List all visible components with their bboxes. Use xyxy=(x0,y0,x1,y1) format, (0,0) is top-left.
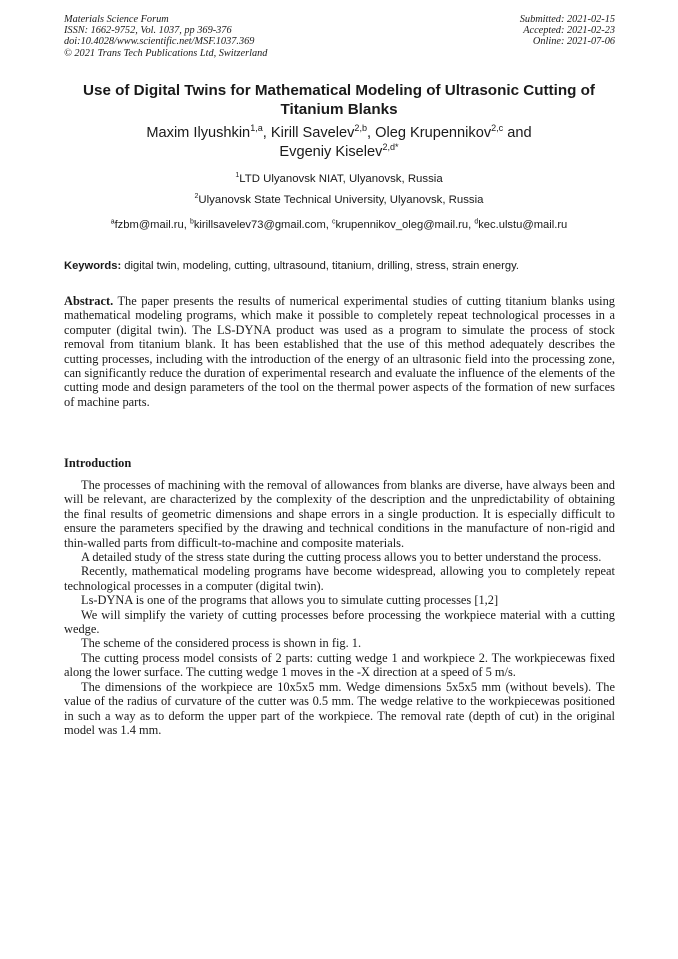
author-separator: , xyxy=(367,125,376,141)
paragraph: Ls-DYNA is one of the programs that allows you to simulate cutting processes [1,2] xyxy=(81,593,499,608)
author-separator: , xyxy=(262,125,271,141)
submission-dates xyxy=(520,14,615,48)
author-name: Maxim Ilyushkin xyxy=(146,125,251,141)
email-mark: d xyxy=(474,218,479,226)
affiliation-1 xyxy=(50,172,628,186)
email-address[interactable]: kec.ulstu@mail.ru xyxy=(478,219,568,231)
affiliation-mark: 2 xyxy=(194,193,199,201)
journal-info xyxy=(64,14,267,59)
online-date: Online: 2021-07-06 xyxy=(532,36,615,48)
introduction-body xyxy=(64,478,615,737)
paragraph: Recently, mathematical modeling programs have become widespread, allowing you to completely repeat technological processes in a computer (digital twin). xyxy=(64,564,615,593)
author-name: Oleg Krupennikov xyxy=(375,125,492,141)
paragraph: The processes of machining with the removal of allowances from blanks are diverse, have always been and will be relevant, are characterized by the complexity of the description and the unpredictability of obtaining the final results of geometric dimensions and shape errors in a single production. It is especially difficult to ensure the parameters specified by the drawing and technical conditions in the manufacture of non-rigid and thin-walled parts from difficult-to-machine and composite materials. xyxy=(64,478,615,550)
doi-line[interactable]: doi:10.4028/www.scientific.net/MSF.1037.369 xyxy=(64,36,255,48)
accepted-date: Accepted: 2021-02-23 xyxy=(523,25,615,37)
abstract xyxy=(64,294,615,409)
email-mark: b xyxy=(189,218,194,226)
keywords-text: digital twin, modeling, cutting, ultrasound, titanium, drilling, stress, strain energy. xyxy=(121,260,519,272)
copyright-line: © 2021 Trans Tech Publications Ltd, Switzerland xyxy=(64,47,268,59)
affiliation-text: LTD Ulyanovsk NIAT, Ulyanovsk, Russia xyxy=(239,173,443,185)
paper-title: Use of Digital Twins for Mathematical Modeling of Ultrasonic Cutting of Titanium Blanks xyxy=(83,82,595,118)
author-list xyxy=(60,124,618,162)
affiliation-mark: 1 xyxy=(235,172,240,180)
email-address[interactable]: krupennikov_oleg@mail.ru, xyxy=(335,219,475,231)
paragraph: A detailed study of the stress state during the cutting process allows you to better understand the process. xyxy=(81,550,602,565)
issn-line: ISSN: 1662-9752, Vol. 1037, pp 369-376 xyxy=(64,25,232,37)
author-affiliation-mark: 1,a xyxy=(250,123,263,134)
email-mark: c xyxy=(332,218,336,226)
author-affiliation-mark: 2,b xyxy=(354,123,367,134)
abstract-text: The paper presents the results of numerical experimental studies of cutting titanium blanks using mathematical modeling programs, which make it possible to completely repeat technological processes in a computer (digital twin). The LS-DYNA product was used as a program to simulate the process of stock removal from titanium blank. It has been established that the use of this method adequately describes the cutting processes, including with the introduction of the energy of an ultrasonic field into the processing zone, can significantly reduce the duration of experimental research and evaluate the influence of the elements of the cutting mode and design parameters of the tool on the thermal power aspects of the formation of new surfaces of machine parts. xyxy=(64,294,615,409)
paragraph: The scheme of the considered process is shown in fig. 1. xyxy=(81,636,362,651)
email-list xyxy=(50,218,628,232)
author-name: Kirill Savelev xyxy=(270,125,355,141)
keywords-label: Keywords: xyxy=(64,260,122,272)
author-affiliation-mark: 2,c xyxy=(491,123,504,134)
author-separator: and xyxy=(503,125,532,141)
paragraph: The cutting process model consists of 2 parts: cutting wedge 1 and workpiece 2. The workpiecewas fixed along the lower surface. The cutting wedge 1 moves in the -X direction at a speed of 5 m/s. xyxy=(64,650,615,680)
keywords xyxy=(64,259,615,273)
journal-name: Materials Science Forum xyxy=(64,14,169,25)
paragraph: We will simplify the variety of cutting processes before processing the workpiece material with a cutting wedge. xyxy=(64,607,615,637)
email-address[interactable]: kirillsavelev73@gmail.com, xyxy=(193,219,333,231)
author-name: Evgeniy Kiselev xyxy=(279,144,383,160)
introduction-heading: Introduction xyxy=(64,456,132,470)
abstract-label: Abstract. xyxy=(64,294,114,308)
email-address[interactable]: fzbm@mail.ru, xyxy=(114,219,190,231)
affiliation-2 xyxy=(50,193,628,207)
submitted-date: Submitted: 2021-02-15 xyxy=(519,14,615,25)
author-affiliation-mark: 2,d* xyxy=(382,142,399,153)
affiliation-text: Ulyanovsk State Technical University, Ulyanovsk, Russia xyxy=(198,194,484,206)
email-mark: a xyxy=(110,218,115,226)
paragraph: The dimensions of the workpiece are 10x5x5 mm. Wedge dimensions 5x5x5 mm (without bevels). The value of the radius of curvature of the cutter was 0.5 mm. The wedge relative to the workpiecewas positioned in such a way as to deform the upper part of the workpiece. The removal rate (depth of cut) in the original model was 1.4 mm. xyxy=(64,679,615,737)
